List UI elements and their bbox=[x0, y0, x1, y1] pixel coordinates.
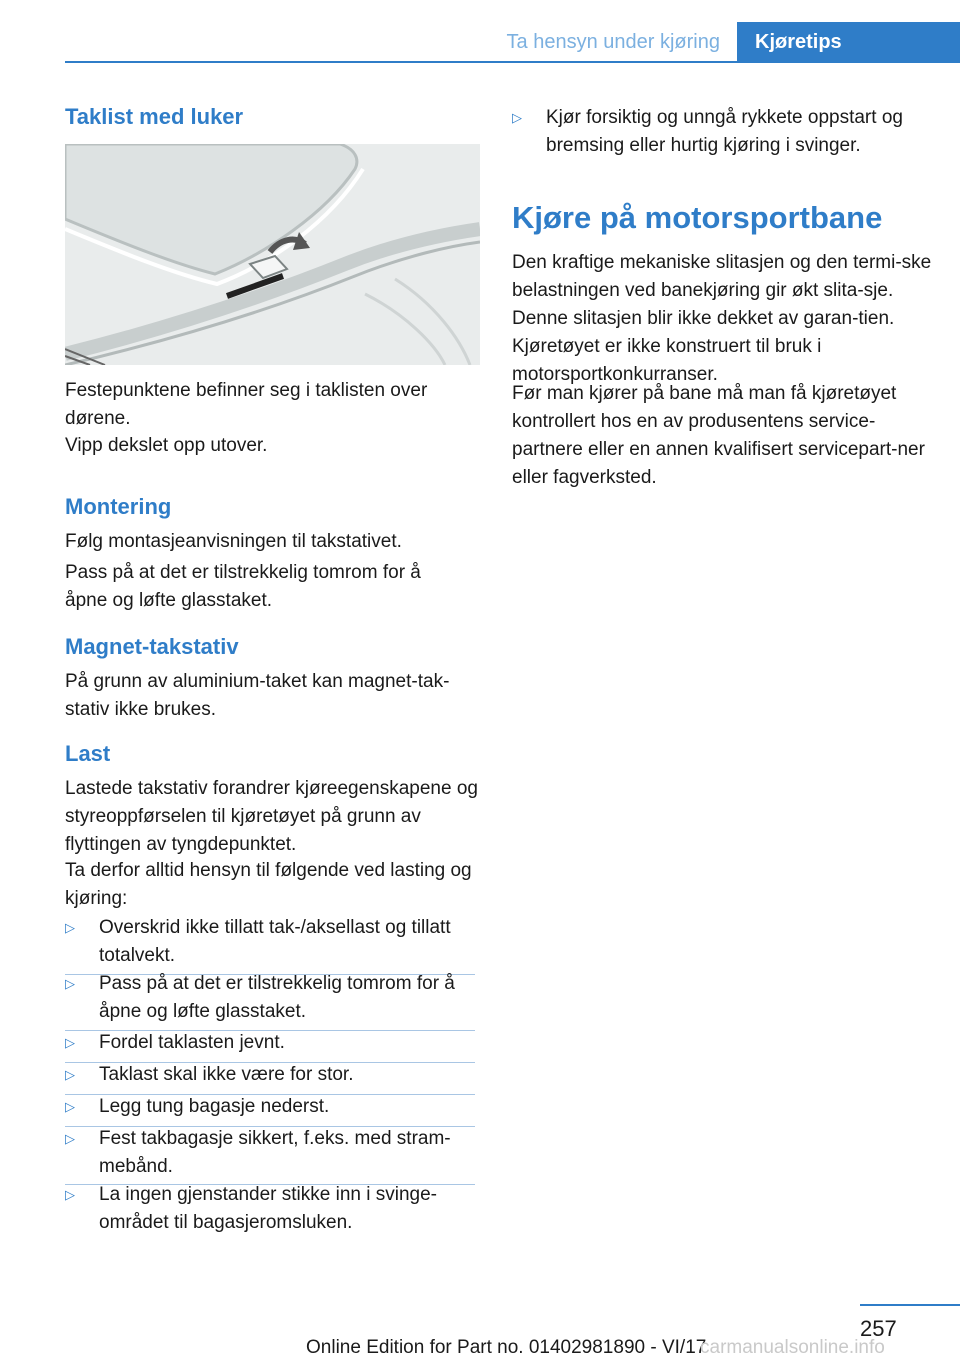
footer-rule bbox=[860, 1304, 960, 1306]
list-item: ▷ Overskrid ikke tillatt tak-/aksellast og tillatt totalvekt. bbox=[65, 914, 480, 970]
header-rule bbox=[65, 61, 960, 63]
heading-motorsportbane: Kjøre på motorsportbane bbox=[512, 200, 883, 235]
paragraph-montasje: Følg montasjeanvisningen til takstativet. bbox=[65, 531, 402, 552]
triangle-icon: ▷ bbox=[65, 1035, 75, 1050]
heading-last: Last bbox=[65, 741, 111, 766]
paragraph-festepunkt: Festepunktene befinner seg i taklisten over dørene. bbox=[65, 380, 428, 429]
heading-magnet: Magnet-takstativ bbox=[65, 634, 239, 659]
paragraph-magnet: På grunn av aluminium-taket kan magnet-tak-stativ ikke brukes. bbox=[65, 671, 450, 720]
triangle-icon: ▷ bbox=[65, 1187, 75, 1202]
list-item: ▷ La ingen gjenstander stikke inn i svinge-området til bagasjeromsluken. bbox=[65, 1181, 480, 1237]
paragraph-lastede: Lastede takstativ forandrer kjøreegenskapene og styreoppførselen til kjøretøyet på grunn av flyttingen av tyngdepunktet. bbox=[65, 778, 478, 855]
triangle-icon: ▷ bbox=[65, 1099, 75, 1114]
heading-montering: Montering bbox=[65, 494, 172, 519]
roof-rail-illustration bbox=[65, 144, 480, 365]
watermark: carmanualsonline.info bbox=[700, 1337, 885, 1358]
paragraph-kontroll: Før man kjører på bane må man få kjøretøyet kontrollert hos en av produsentens service-partnere eller en annen kvalifisert servicepart-ner eller fagverksted. bbox=[512, 383, 925, 488]
section-tab: Kjøretips bbox=[737, 22, 960, 63]
breadcrumb: Ta hensyn under kjøring bbox=[506, 31, 720, 53]
paragraph-ta-derfor: Ta derfor alltid hensyn til følgende ved lasting og kjøring: bbox=[65, 860, 472, 909]
triangle-icon: ▷ bbox=[65, 976, 75, 991]
paragraph-vipp: Vipp dekslet opp utover. bbox=[65, 435, 268, 456]
triangle-icon: ▷ bbox=[65, 920, 75, 935]
paragraph-slitasje: Den kraftige mekaniske slitasjen og den termi-ske belastningen ved banekjøring gir økt slita-sje. Denne slitasjen blir ikke dekket av garan-tien. Kjøretøyet er ikke konstruert til bruk i motorsportkonkurranser. bbox=[512, 252, 932, 385]
paragraph-tomrom: Pass på at det er tilstrekkelig tomrom for å åpne og løfte glasstaket. bbox=[65, 562, 421, 611]
triangle-icon: ▷ bbox=[65, 1131, 75, 1146]
triangle-icon: ▷ bbox=[65, 1067, 75, 1082]
triangle-icon: ▷ bbox=[512, 110, 522, 125]
list-item: ▷ Fest takbagasje sikkert, f.eks. med stram-mebånd. bbox=[65, 1125, 480, 1181]
page-number: 257 bbox=[860, 1316, 897, 1341]
list-item: ▷ Pass på at det er tilstrekkelig tomrom for å åpne og løfte glasstaket. bbox=[65, 970, 480, 1026]
edition-text: Online Edition for Part no. 01402981890 - VI/17 bbox=[306, 1337, 707, 1358]
heading-taklist: Taklist med luker bbox=[65, 104, 244, 129]
list-item: ▷ Kjør forsiktig og unngå rykkete oppstart og bremsing eller hurtig kjøring i svinger. bbox=[512, 104, 932, 160]
